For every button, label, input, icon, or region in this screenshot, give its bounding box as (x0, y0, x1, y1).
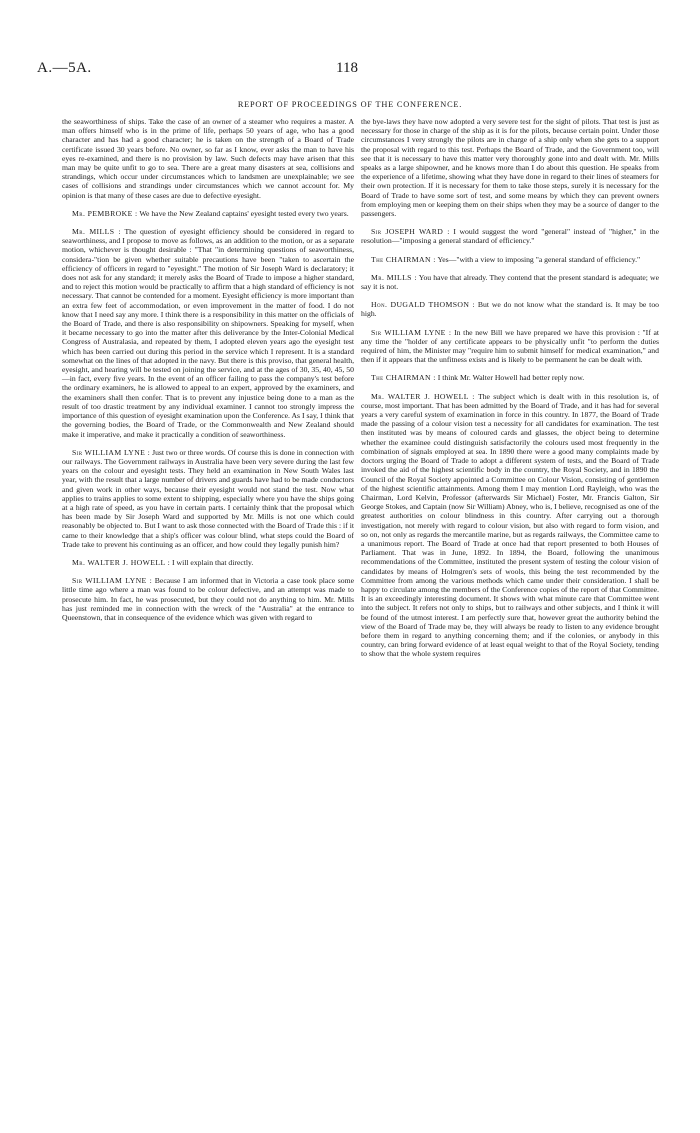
speaker-name: Hon. DUGALD THOMSON : (371, 300, 476, 310)
speaker-name: Sir WILLIAM LYNE : (371, 327, 452, 337)
speaker-name: Mr. PEMBROKE : (72, 208, 138, 218)
speaker-name: Mr. WALTER J. HOWELL : (371, 391, 475, 401)
speaker-name: Sir WILLIAM LYNE : (72, 447, 151, 457)
paragraph (361, 373, 659, 382)
paragraph (361, 117, 659, 218)
paragraph-text: The question of eyesight efficiency should be considered in regard to seaworthiness, and I propose to move as follows, as an addition to the motion, or as a separate motion, whichever is thought desirable : "That "in determining questions of seaworthiness, considera-"tion be given whether suitable precautions have been "taken to ascertain the efficiency of officers in regard to "eyesight." The motion of Sir Joseph Ward is declaratory; it does not ask for any standard; it merely asks the Board of Trade to impose a higher standard, and to reject this motion would be practically to affirm that a high standard of efficiency is not necessary. That cannot be contended for a moment. Eyesight efficiency is more important than an extra few feet of accommodation, or even improvement in the matter of food. I do not know that I need say any more. I think there is a responsibility in this matter on the officials of the Board of Trade, and there is also responsibility on shipowners. Speaking for myself, when it became necessary to go into the matter after this deliverance by the Inter-Colonial Medical Congress of Australasia, and repeated by them, I adopted eleven years ago the eyesight test which has been carried out during this period in the service which I represent. It is a standard somewhat on the lines of that adopted in the navy. But there is this proviso, that general health, eyesight, and hearing will be tested on joining the service, and at the ages of 30, 35, 40, 45, 50—in fact, every five years. In the event of an officer failing to pass the company's test before the ordinary examiners, he is allowed to appeal to an expert, approved by the examiners, and the examiners shall then confer. That is to prevent any injustice being done to a man as the result of too drastic treatment by any individual examiner. I cannot too strongly impress the importance of this question of eyesight examination upon the Conference. As I say, I think that the governing bodies, the Board of Trade, or the Commonwealth and New Zealand should make it imperative, and make it practically a condition of seaworthiness. (62, 227, 354, 439)
paragraph (62, 558, 354, 567)
right-column (361, 117, 659, 668)
paragraph-text: I think Mr. Walter Howell had better reply now. (437, 373, 585, 383)
paragraph (361, 273, 659, 291)
paragraph-text: I would suggest the word "general" instead of "higher," in the resolution—"imposing a general standard of efficiency." (361, 227, 659, 246)
speaker-name: Mr. WALTER J. HOWELL : (72, 557, 171, 567)
paragraph (62, 448, 354, 549)
speaker-name: The CHAIRMAN : (371, 254, 436, 264)
left-column (62, 117, 354, 631)
speaker-name: Sir WILLIAM LYNE : (72, 576, 153, 586)
paragraph-text: Because I am informed that in Victoria a case took place some little time ago where a man was found to be colour defective, and an attempt was made to prosecute him. In fact, he was prosecuted, but they could not do anything to him. Mr. Mills has just reminded me in connection with the wreck of the "Australia" at the entrance to Queenstown, that in consequence of the evidence which was given with regard to (62, 576, 354, 622)
document-reference: A.—5A. (37, 60, 92, 76)
paragraph-text: But we do not know what the standard is. It may be too high. (361, 300, 660, 319)
speaker-name: Mr. MILLS : (371, 272, 417, 282)
paragraph-text: the seaworthiness of ships. Take the case of an owner of a steamer who requires a master. A man offers himself who is in the prime of life, perhaps 50 years of age, who has a good character and has had a good character; he is taken on the strength of a Board of Trade certificate issued 30 years before. No owner, so far as I know, ever asks the man to have his eyes re-examined, and there is no provision by law. Such defects may have arisen that this man may be quite unfit to go to sea. There are a great many disasters at sea, collisions and strandings, which occur under circumstances which to landsmen are unexplainable; we see cases of collisions and strandings under circumstances which we cannot account for. My opinion is that many of these cases are due to defective eyesight. (62, 117, 354, 200)
paragraph-text: The subject which is dealt with in this resolution is, of course, most important. That has been admitted by the Board of Trade, and it has had for several years a very careful system of examination in force in this country. In 1877, the Board of Trade made the passing of a colour vision test a necessity for all candidates for examination. The test then instituted was by means of coloured cards and glasses, the object being to determine whether the examinee could distinguish satisfactorily the colours used most frequently in the combination of signals employed at sea. In 1890 there were a good many complaints made by doctors urging the Board of Trade to adopt a different system of tests, and the Board of Trade invoked the aid of the highest scientific body in the country, the Royal Society, and in 1890 the Council of the Royal Society appointed a Committee on Colour Vision, consisting of gentlemen of the highest scientific attainments. Among them I may mention Lord Rayleigh, who was the Chairman, Lord Kelvin, Professor (afterwards Sir Michael) Foster, Mr. Francis Galton, Sir George Stokes, and Captain (now Sir William) Abney, who is, I believe, recognised as one of the greatest authorities on colour blindness in this country. After carrying out a thorough investigation, not merely with regard to colour vision, but also with regard to form vision, and so on, not only as regards the mercantile marine, but as regards railways, the Committee came to a unanimous report. The Board of Trade at once had that report presented to both Houses of Parliament. That was in June, 1892. In 1894, the Board, following the unanimous recommendations of the Committee, instituted the present system of testing the colour vision of candidates by means of Holmgren's sets of wools, this being the test recommended by the Committee from among the various methods which came under their consideration. I shall be happy to circulate among the members of the Conference copies of the report of that Committee. It is an exceedingly interesting document. It shows with what minute care that Committee went into the subject. It refers not only to ships, but to railways and other subjects, and I think it will be found of the utmost interest. I am perfectly sure that, however great the authority behind the view of the Board of Trade may be, they will always be ready to listen to any evidence brought before them in regard to anything concerning them; and if the colonies, or anybody in this country, can bring forward evidence of at least equal weight to that of the Royal Society, tending to show that the whole system requires (361, 391, 659, 659)
paragraph (62, 117, 354, 200)
paragraph (361, 255, 659, 264)
page-number: 118 (336, 60, 358, 76)
paragraph-text: In the new Bill we have prepared we have this provision : "If at any time the "holder of any certificate appears to be physically unfit "to perform the duties required of him, the Minister may "require him to submit himself for medical examination," and then if it appears that the unfitness exists and is likely to be permanent he can be dealt with. (361, 327, 660, 365)
paragraph-text: You have that already. They contend that the present standard is adequate; we say it is not. (361, 272, 659, 292)
paragraph (62, 227, 354, 439)
paragraph (361, 328, 659, 365)
paragraph-text: the bye-laws they have now adopted a very severe test for the sight of pilots. That test is just as necessary for those in charge of the ship as it is for the pilots, because certain point. Under those circumstances I very strongly the pilots are in charge of a ship only when she gets to a support the proposal with regard to this test. Perhaps the Board of Trade, and the Government too, will see that it is necessary to have this matter very thoroughly gone into and dealt with. Mr. Mills speaks as a large shipowner, and he knows more than I do about this question. He speaks from the experience of a lifetime, showing what they have done in regard to their lines of steamers for their own protection. If it is necessary for them to take those steps, surely it is necessary for the Board of Trade to have some sort of test, and some means by which they can prevent owners from employing men or keeping them on their ships when they may be a source of danger to the passengers. (361, 117, 659, 219)
speaker-name: Mr. MILLS : (72, 227, 121, 237)
paragraph (62, 209, 354, 218)
paragraph (361, 392, 659, 659)
speaker-name: Sir JOSEPH WARD : (371, 227, 450, 237)
paragraph-text: We have the New Zealand captains' eyesight tested every two years. (139, 208, 349, 218)
running-title: REPORT OF PROCEEDINGS OF THE CONFERENCE. (237, 100, 463, 109)
speaker-name: The CHAIRMAN : (371, 373, 436, 383)
paragraph (361, 300, 659, 318)
paragraph-text: I will explain that directly. (172, 557, 254, 567)
paragraph-text: Yes—"with a view to imposing "a general standard of efficiency." (437, 254, 641, 264)
paragraph (62, 576, 354, 622)
paragraph-text: Just two or three words. Of course this is done in connection with our railways. The Government railways in Australia have been very severe during the last few years on the colour and eyesight tests. They held an examination in New South Wales last year, with the result that a large number of drivers and guards have had to be made conductors and given work in other ways, because their eyesight would not stand the test. Now what applies to trains applies to some extent to shipping, especially where you have the ships going at a high rate of speed, as you have in certain parts. I certainly think that the proposal which has been made by Sir Joseph Ward and supported by Mr. Mills is not one which could reasonably be objected to. But I want to ask those connected with the Board of Trade this : if it came to their knowledge that a ship's officer was colour blind, what steps could the Board of Trade take to prevent his continuing as an officer, and how could they legally punish him? (62, 447, 354, 549)
paragraph (361, 227, 659, 245)
